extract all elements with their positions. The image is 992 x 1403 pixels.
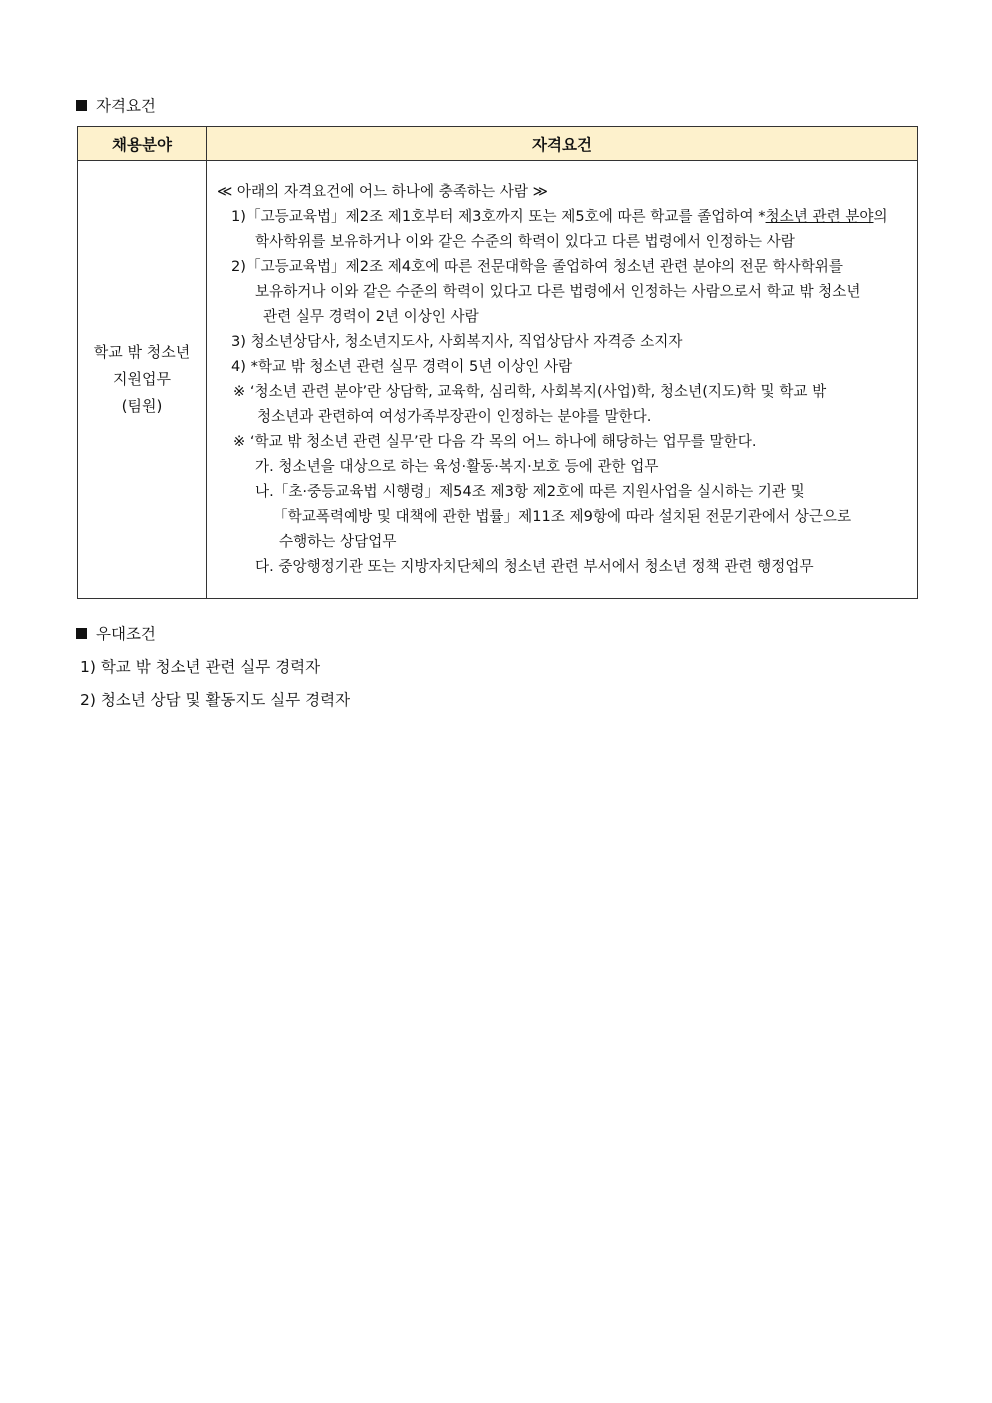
header-field: 채용분야 [78, 127, 207, 161]
item1-line1: 1)「고등교육법」제2조 제1호부터 제3호까지 또는 제5호에 따른 학교를 졸업하여 *청소년 관련 분야의 [231, 208, 888, 225]
qualification-heading [76, 94, 156, 116]
field-line-3: (팀원) [121, 397, 163, 415]
note1-line1: ※ ‘청소년 관련 분야’란 상담학, 교육학, 심리학, 사회복지(사업)학, 청소년(지도)학 및 학교 밖 [233, 383, 827, 400]
item2-line1: 2)「고등교육법」제2조 제4호에 따른 전문대학을 졸업하여 청소년 관련 분야의 전문 학사학위를 [231, 258, 844, 275]
item1-line2: 학사학위를 보유하거나 이와 같은 수준의 학력이 있다고 다른 법령에서 인정하는 사람 [255, 233, 795, 250]
table-row [78, 161, 918, 599]
note2-na-line2: 「학교폭력예방 및 대책에 관한 법률」제11조 제9항에 따라 설치된 전문기관에서 상근으로 [273, 508, 852, 525]
note2-ga: 가. 청소년을 대상으로 하는 육성·활동·복지·보호 등에 관한 업무 [255, 458, 659, 475]
preference-item-1: 1) 학교 밖 청소년 관련 실무 경력자 [80, 658, 321, 676]
note2-line1: ※ ‘학교 밖 청소년 관련 실무’란 다음 각 목의 어느 하나에 해당하는 업무를 말한다. [233, 433, 757, 450]
note2-da: 다. 중앙행정기관 또는 지방자치단체의 청소년 관련 부서에서 청소년 정책 관련 행정업무 [255, 558, 814, 575]
header-requirements: 자격요건 [207, 127, 918, 161]
preference-heading [76, 622, 156, 644]
requirements-table [77, 126, 918, 599]
item2-line3: 관련 실무 경력이 2년 이상인 사람 [263, 308, 479, 325]
square-bullet-icon [76, 100, 87, 111]
requirements-cell [207, 161, 918, 599]
intro-line: ≪ 아래의 자격요건에 어느 하나에 충족하는 사람 ≫ [217, 183, 548, 200]
preference-item-2: 2) 청소년 상담 및 활동지도 실무 경력자 [80, 691, 351, 709]
item2-line2: 보유하거나 이와 같은 수준의 학력이 있다고 다른 법령에서 인정하는 사람으로서 학교 밖 청소년 [255, 283, 861, 300]
note1-line2: 청소년과 관련하여 여성가족부장관이 인정하는 분야를 말한다. [257, 408, 652, 425]
note2-na-line3: 수행하는 상담업무 [279, 533, 397, 550]
square-bullet-icon [76, 628, 87, 639]
table-header-row [78, 127, 918, 161]
underlined-term: 청소년 관련 분야 [765, 208, 874, 225]
preference-heading-text: 우대조건 [96, 625, 156, 643]
item3-line: 3) 청소년상담사, 청소년지도사, 사회복지사, 직업상담사 자격증 소지자 [231, 333, 683, 350]
qualification-heading-text: 자격요건 [96, 97, 156, 115]
note2-na-line1: 나.「초·중등교육법 시행령」제54조 제3항 제2호에 따른 지원사업을 실시하는 기관 및 [255, 483, 805, 500]
item4-line: 4) *학교 밖 청소년 관련 실무 경력이 5년 이상인 사람 [231, 358, 573, 375]
field-cell [78, 161, 207, 599]
field-line-1: 학교 밖 청소년 [93, 343, 191, 361]
field-line-2: 지원업무 [113, 370, 171, 388]
